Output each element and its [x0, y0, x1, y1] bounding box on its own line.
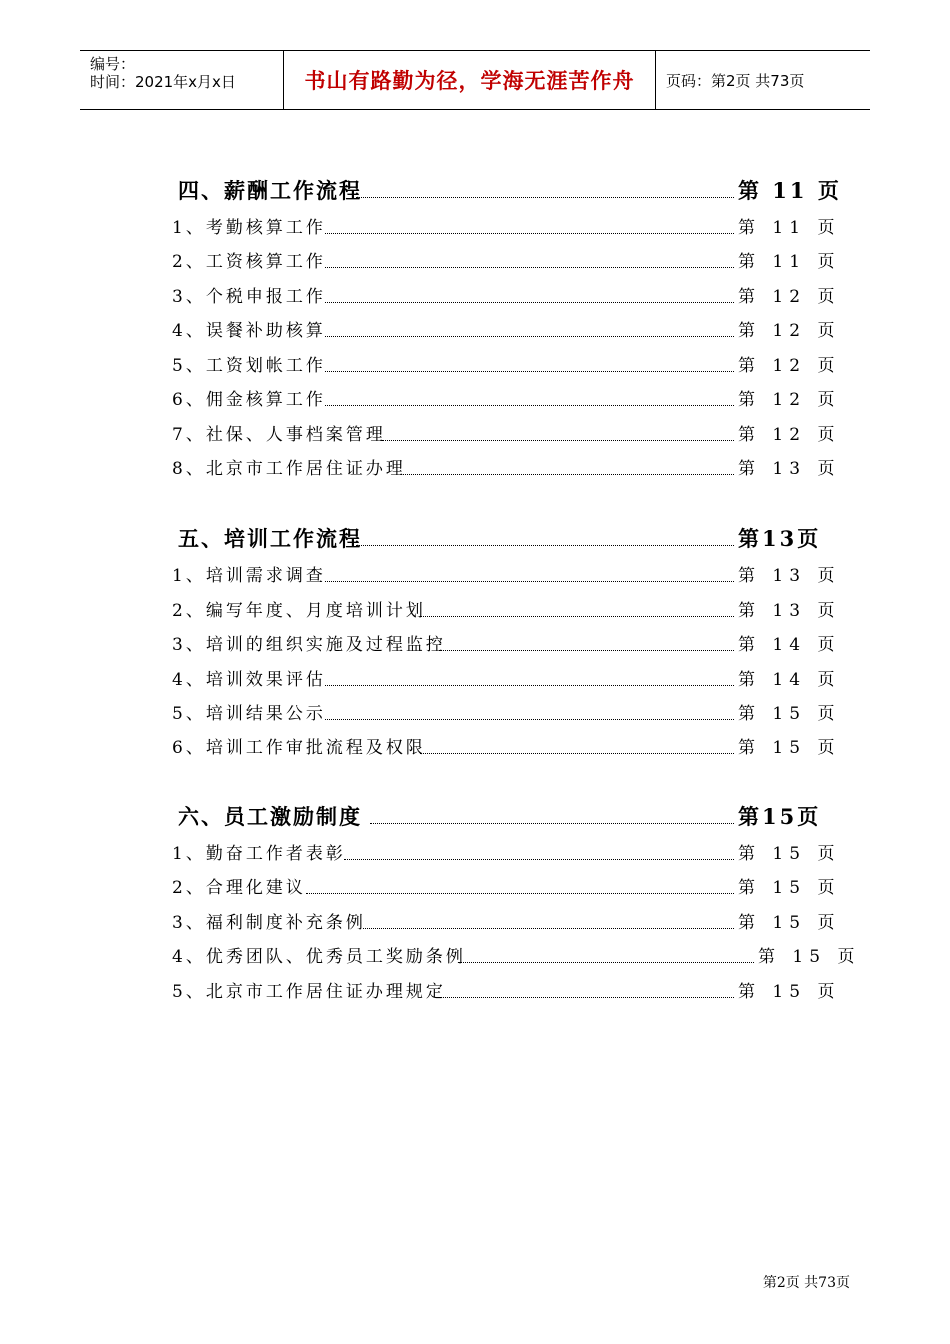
toc-section-heading[interactable] [0, 178, 950, 206]
toc-entry[interactable] [0, 840, 950, 868]
toc-entry[interactable] [0, 421, 950, 449]
toc-leader-dots [325, 336, 734, 337]
toc-entry-label: 4、培训效果评估 [172, 670, 326, 690]
toc-entry[interactable] [0, 248, 950, 276]
toc-leader-dots [370, 823, 734, 824]
toc-leader-dots [439, 650, 734, 651]
toc-section-title: 四、薪酬工作流程 [178, 179, 362, 203]
toc-entry-page: 第 14 页 [738, 635, 841, 655]
header-page-code [656, 51, 870, 109]
toc-entry-label: 1、勤奋工作者表彰 [172, 844, 346, 864]
toc-entry-page: 第 15 页 [738, 982, 841, 1002]
toc-leader-dots [458, 962, 754, 963]
header-slogan-cell [283, 51, 656, 109]
toc-entry-label: 3、个税申报工作 [172, 287, 326, 307]
toc-entry-label: 8、北京市工作居住证办理 [172, 459, 406, 479]
toc-section-page: 第15页 [738, 804, 822, 829]
toc-entry[interactable] [0, 562, 950, 590]
toc-entry-page: 第 11 页 [738, 218, 841, 238]
document-header [80, 50, 870, 110]
toc-entry-page: 第 12 页 [738, 356, 841, 376]
header-slogan: 书山有路勤为径，学海无涯苦作舟 [304, 69, 635, 93]
toc-entry-label: 2、工资核算工作 [172, 252, 326, 272]
header-page-code-text: 页码：第2页 共73页 [666, 71, 805, 90]
toc-entry-label: 1、考勤核算工作 [172, 218, 326, 238]
toc-leader-dots [325, 685, 734, 686]
toc-section-heading[interactable] [0, 804, 950, 832]
toc-section-title: 五、培训工作流程 [178, 527, 362, 551]
toc-entry[interactable] [0, 214, 950, 242]
toc-entry-label: 5、工资划帐工作 [172, 356, 326, 376]
toc-entry-label: 5、北京市工作居住证办理规定 [172, 982, 446, 1002]
toc-entry[interactable] [0, 352, 950, 380]
toc-entry-label: 1、培训需求调查 [172, 566, 326, 586]
toc-leader-dots [420, 753, 734, 754]
toc-entry-label: 4、误餐补助核算 [172, 321, 326, 341]
toc-leader-dots [325, 581, 734, 582]
document-number-label: 编号： [90, 55, 136, 73]
toc-entry-label: 2、编写年度、月度培训计划 [172, 601, 426, 621]
toc-entry[interactable] [0, 317, 950, 345]
document-date-label: 时间：2021年x月x日 [90, 73, 236, 91]
toc-entry[interactable] [0, 943, 950, 971]
toc-entry-page: 第 12 页 [738, 425, 841, 445]
footer-page-number: 第2页 共73页 [762, 1275, 850, 1291]
page-footer [763, 1272, 850, 1292]
toc-leader-dots [344, 859, 734, 860]
toc-entry[interactable] [0, 631, 950, 659]
toc-leader-dots [325, 267, 734, 268]
toc-entry-page: 第 15 页 [738, 738, 841, 758]
toc-leader-dots [306, 893, 734, 894]
toc-entry-page: 第 15 页 [758, 947, 861, 967]
toc-section-page: 第13页 [738, 526, 822, 551]
toc-entry-label: 4、优秀团队、优秀员工奖励条例 [172, 947, 466, 967]
toc-entry-label: 3、培训的组织实施及过程监控 [172, 635, 446, 655]
toc-entry[interactable] [0, 978, 950, 1006]
toc-section-heading[interactable] [0, 526, 950, 554]
header-meta [80, 51, 283, 109]
toc-entry-label: 6、佣金核算工作 [172, 390, 326, 410]
toc-leader-dots [325, 233, 734, 234]
toc-leader-dots [356, 545, 734, 546]
toc-entry-page: 第 15 页 [738, 878, 841, 898]
toc-leader-dots [363, 928, 734, 929]
toc-entry-label: 5、培训结果公示 [172, 704, 326, 724]
toc-section-title: 六、员工激励制度 [178, 805, 362, 829]
toc-entry-page: 第 13 页 [738, 459, 841, 479]
toc-leader-dots [420, 616, 734, 617]
toc-entry[interactable] [0, 909, 950, 937]
toc-entry-page: 第 15 页 [738, 704, 841, 724]
toc-entry-page: 第 12 页 [738, 390, 841, 410]
toc-leader-dots [325, 302, 734, 303]
toc-entry-page: 第 12 页 [738, 321, 841, 341]
toc-entry[interactable] [0, 283, 950, 311]
toc-leader-dots [439, 997, 734, 998]
toc-entry-page: 第 15 页 [738, 913, 841, 933]
toc-entry[interactable] [0, 455, 950, 483]
toc-entry-page: 第 15 页 [738, 844, 841, 864]
toc-leader-dots [325, 371, 734, 372]
toc-entry-label: 6、培训工作审批流程及权限 [172, 738, 426, 758]
toc-leader-dots [356, 197, 734, 198]
toc-entry-page: 第 13 页 [738, 566, 841, 586]
toc-entry-page: 第 13 页 [738, 601, 841, 621]
toc-entry-page: 第 12 页 [738, 287, 841, 307]
toc-entry-label: 7、社保、人事档案管理 [172, 425, 386, 445]
toc-leader-dots [325, 405, 734, 406]
toc-leader-dots [401, 474, 734, 475]
toc-leader-dots [382, 440, 734, 441]
toc-entry-page: 第 11 页 [738, 252, 841, 272]
toc-entry-label: 2、合理化建议 [172, 878, 306, 898]
toc-section-page: 第 11 页 [738, 178, 842, 203]
toc-entry[interactable] [0, 666, 950, 694]
toc-entry[interactable] [0, 386, 950, 414]
toc-entry-label: 3、福利制度补充条例 [172, 913, 366, 933]
toc-entry[interactable] [0, 874, 950, 902]
toc-leader-dots [325, 719, 734, 720]
toc-entry-page: 第 14 页 [738, 670, 841, 690]
toc-entry[interactable] [0, 597, 950, 625]
toc-entry[interactable] [0, 700, 950, 728]
toc-entry[interactable] [0, 734, 950, 762]
